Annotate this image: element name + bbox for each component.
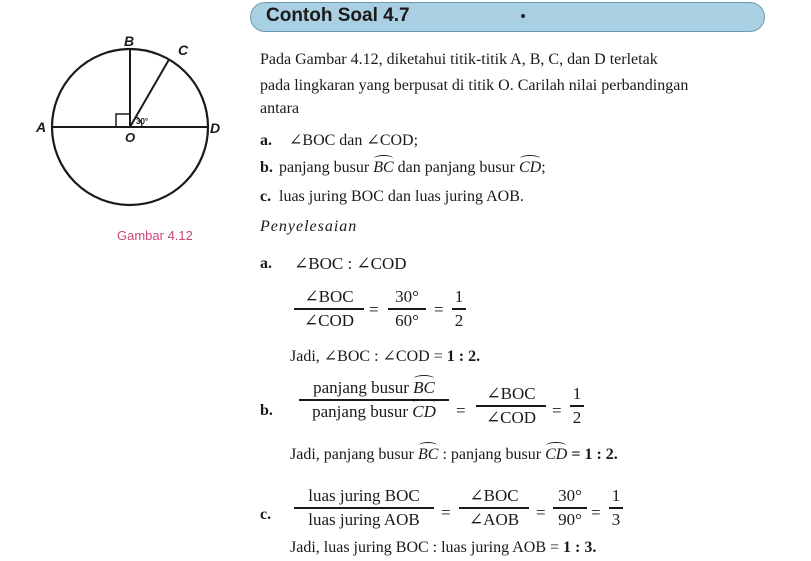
equals-sign: = [441, 503, 451, 522]
arc-bc: BC [373, 159, 394, 176]
right-angle-mark [116, 114, 130, 127]
fraction-denominator [312, 402, 436, 422]
solution-c-fraction-3 [553, 486, 587, 530]
conclusion-mid: : panjang busur [442, 446, 542, 463]
arc-cd: CD [518, 159, 542, 176]
label-a: A [36, 119, 47, 135]
angle-label: 30° [136, 117, 149, 126]
equals-sign: = [552, 401, 562, 420]
fraction-bar [294, 507, 434, 509]
fraction-denominator: ∠AOB [468, 509, 520, 529]
item-c-text: luas juring BOC dan luas juring AOB. [279, 188, 524, 205]
fraction-numerator: ∠BOC [486, 384, 536, 403]
figure-caption: Gambar 4.12 [117, 228, 193, 243]
problem-intro-line-2: pada lingkaran yang berpusat di titik O. Carilah nilai perbandingan [260, 77, 689, 94]
fraction-numerator: ∠BOC [304, 287, 354, 306]
solution-c-marker: c. [260, 506, 272, 523]
solution-b-conclusion [290, 445, 618, 465]
solution-b-fraction-3 [570, 384, 584, 428]
page-title: Contoh Soal 4.7 [266, 5, 410, 26]
fraction-numerator: 30° [558, 486, 582, 505]
solution-b-fraction-1 [299, 378, 449, 422]
item-c-marker: c. [260, 188, 272, 205]
fraction-numerator: ∠BOC [469, 486, 519, 505]
solution-a-conclusion [290, 347, 480, 367]
solution-c-fraction-2 [459, 486, 529, 530]
solution-heading: Penyelesaian [260, 218, 358, 235]
fraction-bar [570, 405, 584, 407]
fraction-denominator: 2 [572, 407, 582, 427]
conclusion-value: = 1 : 2. [571, 446, 618, 463]
problem-intro-line-1: Pada Gambar 4.12, diketahui titik-titik A, B, C, dan D terletak [260, 51, 658, 68]
label-c: C [178, 42, 189, 58]
arc-bc: BC [417, 446, 439, 463]
fraction-bar [452, 308, 466, 310]
fraction-denominator: 60° [395, 310, 419, 330]
item-a-text: ∠BOC dan ∠COD; [289, 132, 419, 149]
solution-b-marker: b. [260, 402, 273, 419]
equals-sign: = [536, 503, 546, 522]
fraction-bar [553, 507, 587, 509]
solution-a-fraction-3 [452, 287, 466, 331]
circle-figure [30, 30, 240, 220]
label-o: O [125, 130, 136, 145]
fraction-bar [476, 405, 546, 407]
conclusion-text: Jadi, panjang busur [290, 446, 414, 463]
item-b-text [279, 158, 546, 178]
solution-a-fraction-1 [294, 287, 364, 331]
fraction-denominator: 2 [454, 310, 464, 330]
equals-sign: = [456, 401, 466, 420]
solution-a-fraction-2 [388, 287, 426, 331]
conclusion-value: 1 : 3. [563, 539, 597, 556]
fraction-numerator: 30° [395, 287, 419, 306]
problem-intro-line-3: antara [260, 100, 300, 117]
equals-sign: = [434, 300, 444, 319]
fraction-numerator: luas juring BOC [308, 486, 420, 505]
fraction-bar [609, 507, 623, 509]
fraction-denominator: ∠COD [485, 407, 537, 427]
solution-c-fraction-1 [294, 486, 434, 530]
fraction-bar [294, 308, 364, 310]
fraction-denominator: luas juring AOB [308, 509, 420, 529]
arc-cd: CD [412, 401, 436, 421]
label-d: D [210, 120, 221, 136]
item-b-marker: b. [260, 159, 273, 176]
decorative-dot [521, 14, 525, 18]
equals-sign: = [369, 300, 379, 319]
conclusion-text: Jadi, ∠BOC : ∠COD = [290, 348, 443, 365]
fraction-denominator: ∠COD [303, 310, 355, 330]
numerator-text: panjang busur [313, 378, 409, 397]
item-b-text-2: dan panjang busur [397, 159, 515, 176]
fraction-numerator [313, 378, 435, 398]
conclusion-text: Jadi, luas juring BOC : luas juring AOB = [290, 539, 560, 556]
item-a-marker: a. [260, 132, 272, 149]
fraction-numerator: 1 [572, 384, 582, 403]
item-b-text-1: panjang busur [279, 159, 370, 176]
label-b: B [123, 33, 135, 49]
fraction-denominator: 90° [558, 509, 582, 529]
arc-cd: CD [545, 446, 568, 463]
fraction-bar [459, 507, 529, 509]
solution-a-ratio: ∠BOC : ∠COD [294, 254, 407, 273]
item-b-text-3: ; [541, 159, 546, 176]
denominator-text: panjang busur [312, 401, 408, 421]
equals-sign: = [591, 503, 601, 522]
conclusion-value: 1 : 2. [446, 348, 481, 365]
solution-a-marker: a. [260, 255, 272, 272]
solution-c-fraction-4 [609, 486, 623, 530]
solution-c-conclusion [290, 538, 596, 558]
fraction-numerator: 1 [611, 486, 621, 505]
arc-bc: BC [413, 378, 435, 397]
fraction-denominator: 3 [611, 509, 621, 529]
solution-b-fraction-2 [476, 384, 546, 428]
fraction-numerator: 1 [454, 287, 464, 306]
fraction-bar [388, 308, 426, 310]
